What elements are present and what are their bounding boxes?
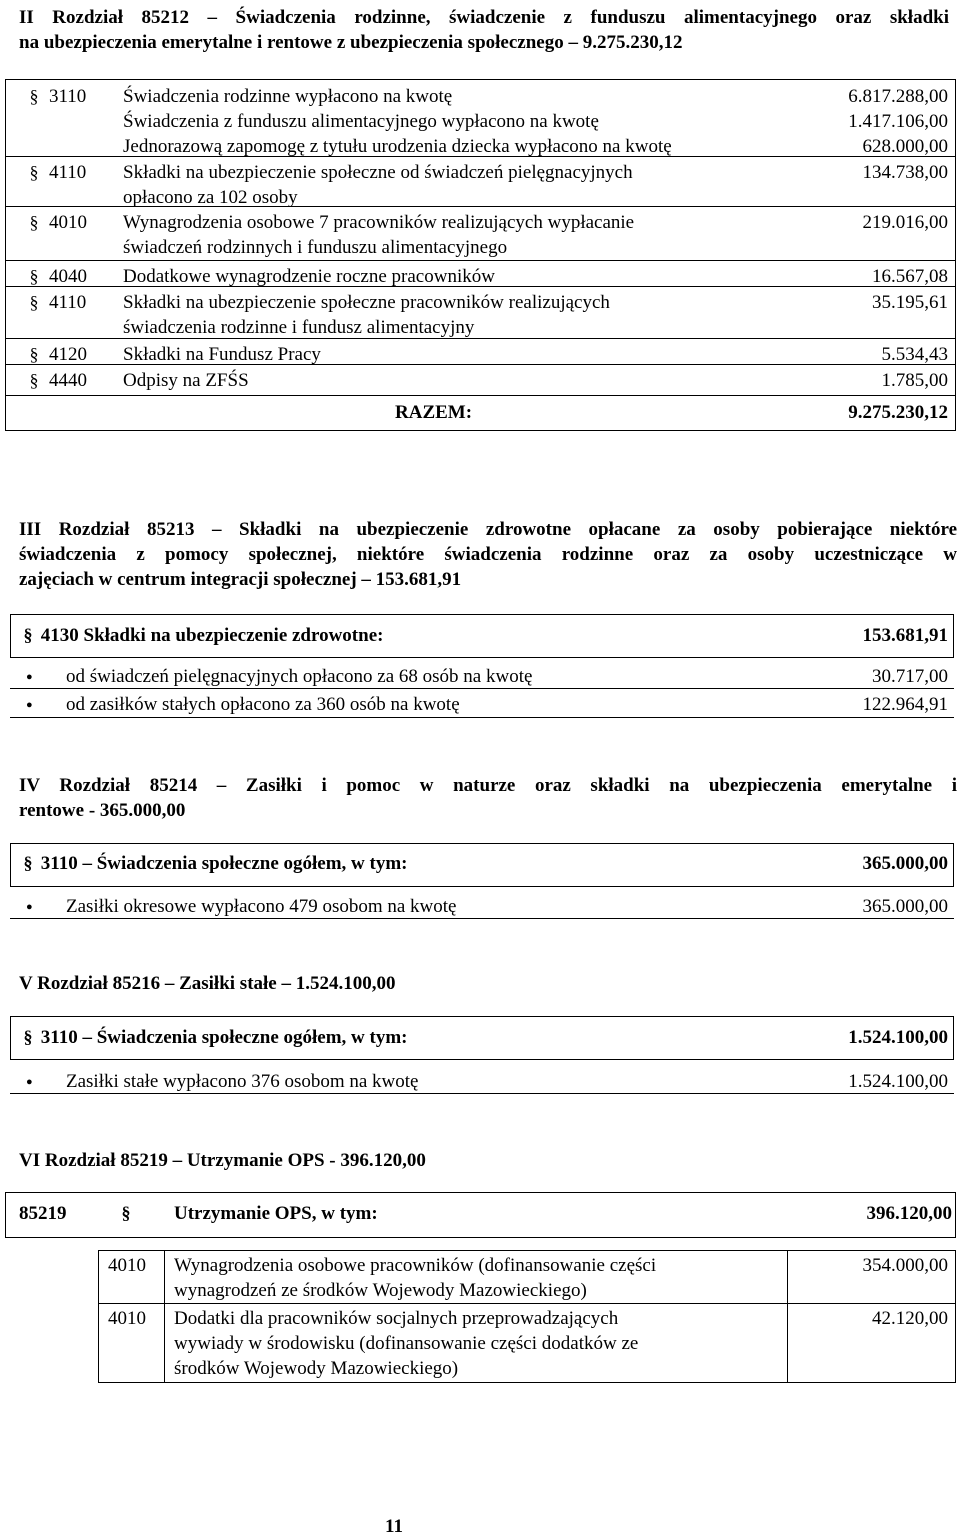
bullet-item xyxy=(0,894,960,919)
row-amount: 134.738,00 xyxy=(862,162,948,183)
row-amount: 5.534,43 xyxy=(881,344,948,365)
section-sign-icon: § xyxy=(29,266,39,286)
row-description-line: Składki na Fundusz Pracy xyxy=(123,344,321,365)
divider xyxy=(98,1303,956,1304)
row-amount: 6.817.288,00 xyxy=(848,86,948,107)
bullet-item-text: ● Zasiłki okresowe wypłacono 479 osobom na kwotę xyxy=(66,896,457,917)
detail-description-line: wywiady w środowisku (dofinansowanie części dodatków ze xyxy=(174,1333,639,1354)
detail-description-line: środków Wojewody Mazowieckiego) xyxy=(174,1358,459,1379)
row-code: 4110 xyxy=(49,162,87,183)
section-6-heading: VI Rozdział 85219 – Utrzymanie OPS - 396.120,00 xyxy=(19,1150,426,1171)
row-code: 4010 xyxy=(49,212,87,233)
section-sign-icon: § xyxy=(29,292,39,312)
section-4-heading-line-1: IV Rozdział 85214 – Zasiłki i pomoc w naturze oraz składki na ubezpieczenia emerytalne i xyxy=(19,775,957,796)
bullet-item xyxy=(0,664,960,689)
row-amount: 1.417.106,00 xyxy=(848,111,948,132)
row-code: 3110 xyxy=(49,86,87,107)
section-2-total-value: 9.275.230,12 xyxy=(848,402,948,423)
section-sign-icon: § xyxy=(23,625,33,645)
bullet-item-value: 365.000,00 xyxy=(862,896,948,917)
row-description-line: Świadczenia rodzinne wypłacono na kwotę xyxy=(123,86,453,107)
row-description-line: Wynagrodzenia osobowe 7 pracowników realizujących wypłacanie xyxy=(123,212,635,233)
page-number: 11 xyxy=(385,1516,403,1537)
row-description-line: świadczeń rodzinnych i funduszu alimentacyjnego xyxy=(123,237,508,258)
row-description-line: opłacono za 102 osoby xyxy=(123,187,298,208)
detail-description-line: wynagrodzeń ze środków Wojewody Mazowieckiego) xyxy=(174,1280,587,1301)
bullet-item-value: 1.524.100,00 xyxy=(848,1071,948,1092)
section-4-summary-row xyxy=(20,851,408,876)
divider xyxy=(5,364,956,365)
section-6-label: Utrzymanie OPS, w tym: xyxy=(174,1203,378,1224)
section-3-box-label: 4130 Składki na ubezpieczenie zdrowotne: xyxy=(40,625,384,646)
section-sign-icon: § xyxy=(29,86,39,106)
section-6-value: 396.120,00 xyxy=(866,1203,952,1224)
row-amount: 219.016,00 xyxy=(862,212,948,233)
row-description-line: Składki na ubezpieczenie społeczne pracowników realizujących xyxy=(123,292,610,313)
detail-value: 354.000,00 xyxy=(862,1255,948,1276)
section-2-heading-line-1: II Rozdział 85212 – Świadczenia rodzinne, świadczenie z funduszu alimentacyjnego oraz składki xyxy=(19,7,949,28)
detail-description-line: Dodatki dla pracowników socjalnych przeprowadzających xyxy=(174,1308,619,1329)
section-sign-icon: § xyxy=(29,162,39,182)
detail-value: 42.120,00 xyxy=(872,1308,948,1329)
divider xyxy=(164,1250,165,1383)
divider xyxy=(5,395,956,396)
section-4-box-value: 365.000,00 xyxy=(862,853,948,874)
divider xyxy=(5,206,956,207)
detail-code: 4010 xyxy=(108,1255,146,1276)
section-sign-icon: § xyxy=(121,1203,131,1223)
section-3-heading-line-3: zajęciach w centrum integracji społecznej – 153.681,91 xyxy=(19,569,462,590)
section-4-box-label: 3110 – Świadczenia społeczne ogółem, w tym: xyxy=(40,853,408,874)
divider xyxy=(5,156,956,157)
section-sign-icon: § xyxy=(29,370,39,390)
divider xyxy=(5,286,956,287)
bullet-item xyxy=(0,692,960,717)
section-3-summary-row xyxy=(20,623,383,648)
section-5-heading: V Rozdział 85216 – Zasiłki stałe – 1.524.100,00 xyxy=(19,973,396,994)
row-description-line: świadczenia rodzinne i fundusz alimentacyjny xyxy=(123,317,475,338)
section-2-total-label: RAZEM: xyxy=(395,402,473,423)
divider xyxy=(5,260,956,261)
row-code: 4040 xyxy=(49,266,87,287)
row-amount: 1.785,00 xyxy=(881,370,948,391)
divider xyxy=(5,338,956,339)
row-description-line: Świadczenia z funduszu alimentacyjnego wypłacono na kwotę xyxy=(123,111,599,132)
bullet-item-text: ● od zasiłków stałych opłacono za 360 osób na kwotę xyxy=(66,694,460,715)
bullet-item-value: 30.717,00 xyxy=(872,666,948,687)
row-description-line: Dodatkowe wynagrodzenie roczne pracowników xyxy=(123,266,495,287)
section-5-summary-row xyxy=(20,1025,408,1050)
row-amount: 16.567,08 xyxy=(872,266,948,287)
bullet-item-value: 122.964,91 xyxy=(862,694,948,715)
section-sign-icon: § xyxy=(29,212,39,232)
row-description-line: Składki na ubezpieczenie społeczne od świadczeń pielęgnacyjnych xyxy=(123,162,633,183)
row-description-line: Jednorazową zapomogę z tytułu urodzenia dziecka wypłacono na kwotę xyxy=(123,136,672,157)
section-sign-icon: § xyxy=(23,853,33,873)
row-code: 4110 xyxy=(49,292,87,313)
section-sign-icon: § xyxy=(29,344,39,364)
section-3-heading-line-1: III Rozdział 85213 – Składki na ubezpieczenie zdrowotne opłacane za osoby pobierające niektóre xyxy=(19,519,957,540)
section-5-box-value: 1.524.100,00 xyxy=(848,1027,948,1048)
bullet-item-text: ● Zasiłki stałe wypłacono 376 osobom na kwotę xyxy=(66,1071,419,1092)
detail-description-line: Wynagrodzenia osobowe pracowników (dofinansowanie części xyxy=(174,1255,657,1276)
row-code: 4120 xyxy=(49,344,87,365)
detail-code: 4010 xyxy=(108,1308,146,1329)
row-code: 4440 xyxy=(49,370,87,391)
divider xyxy=(10,717,954,718)
section-sign-icon: § xyxy=(23,1027,33,1047)
section-5-box-label: 3110 – Świadczenia społeczne ogółem, w tym: xyxy=(40,1027,408,1048)
bullet-item-text: ● od świadczeń pielęgnacyjnych opłacono za 68 osób na kwotę xyxy=(66,666,533,687)
bullet-item xyxy=(0,1069,960,1094)
row-description-line: Odpisy na ZFŚS xyxy=(123,370,249,391)
divider xyxy=(787,1250,788,1383)
row-amount: 35.195,61 xyxy=(872,292,948,313)
section-4-heading-line-2: rentowe - 365.000,00 xyxy=(19,800,186,821)
section-3-heading-line-2: świadczenia z pomocy społecznej, niektóre świadczenia rodzinne oraz za osoby uczestniczące w xyxy=(19,544,957,565)
section-2-heading-line-2: na ubezpieczenia emerytalne i rentowe z ubezpieczenia społecznego – 9.275.230,12 xyxy=(19,32,683,53)
row-amount: 628.000,00 xyxy=(862,136,948,157)
section-6-code: 85219 xyxy=(19,1203,67,1224)
section-3-box-value: 153.681,91 xyxy=(862,625,948,646)
